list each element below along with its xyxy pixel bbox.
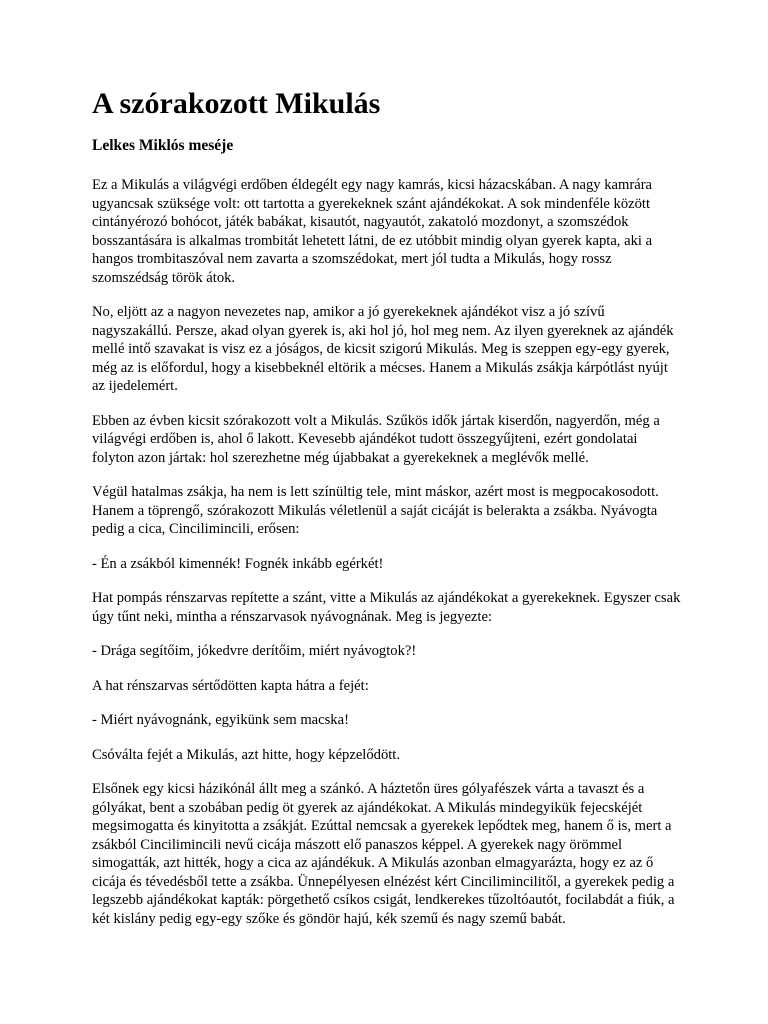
paragraph: Hat pompás rénszarvas repítette a szánt, vitte a Mikulás az ajándékokat a gyerekeknek. Egyszer csak úgy tűnt neki, mintha a rénszarvasok nyávognának. Meg is jegyezte:	[92, 590, 681, 625]
paragraph: Végül hatalmas zsákja, ha nem is lett színültig tele, mint máskor, azért most is megpocakosodott. Hanem a töprengő, szórakozott Mikulás véletlenül a saját cicáját is belerakta a zsákba. Nyávogta pedig a cica, Cincilimincili, erősen:	[92, 484, 659, 537]
paragraph: Ebben az évben kicsit szórakozott volt a Mikulás. Szűkös idők jártak kiserdőn, nagyerdőn, még a világvégi erdőben is, ahol ő lakott. Kevesebb ajándékot tudott összegyűjteni, ezért gondolatai folyton azon jártak: hol szerezhetne még újabbakat a gyerekeknek a meglévők mellé.	[92, 412, 660, 466]
dialogue-line: - Drága segítőim, jókedvre derítőim, miért nyávogtok?!	[92, 643, 417, 659]
dialogue-line: - Miért nyávognánk, egyikünk sem macska!	[92, 712, 349, 728]
dialogue-line: - Én a zsákból kimennék! Fognék inkább egérkét!	[92, 555, 384, 572]
paragraph: Ez a Mikulás a világvégi erdőben éldegélt egy nagy kamrás, kicsi házacskában. A nagy kamrára ugyancsak szüksége volt: ott tartotta a gyerekeknek szánt ajándékokat. A sok mindenféle között cintányérozó bohócot, játék babákat, kisautót, nagyautót, zakatoló mozdonyt, a szomszédok bosszantására is alkalmas trombitát lehetett látni, de ez utóbbit mindig olyan gyerek kapta, aki a hangos trombitaszóval nem zavarta a szomszédokat, mert jól tudta a Mikulás, hogy rossz szomszédság török átok.	[92, 177, 653, 286]
paragraph: Elsőnek egy kicsi házikónál állt meg a szánkó. A háztetőn üres gólyafészek várta a tavaszt és a gólyákat, bent a szobában pedig öt gyerek az ajándékokat. A Mikulás mindegyikük fejecskéjét megsimogatta és kinyitotta a zsákját. Ezúttal nemcsak a gyerekek lepődtek meg, hanem ő is, mert a zsákból Cincilimincili nevű cicája mászott elő panaszos képpel. A gyerekek nagy örömmel simogatták, azt hitték, hogy a cica az ajándékuk. A Mikulás azonban elmagyarázta, hogy ez az ő cicája és tévedésből tette a zsákba. Ünnepélyesen elnézést kért Cincilimincilitől, a gyerekek pedig a legszebb ajándékokat kapták: pörgethető csíkos csigát, lendkerekes tűzoltóautót, focilabdát a fiúk, a két kislány pedig egy-egy szőke és göndör hajú, kék szemű és nagy szemű babát.	[92, 781, 675, 927]
paragraph: A hat rénszarvas sértődötten kapta hátra a fejét:	[92, 677, 369, 694]
paragraph: Csóválta fejét a Mikulás, azt hitte, hogy képzelődött.	[92, 746, 401, 763]
document-title: A szórakozott Mikulás	[92, 87, 381, 120]
document-body	[92, 176, 682, 928]
document-page	[92, 86, 682, 944]
document-subtitle: Lelkes Miklós meséje	[92, 137, 234, 154]
paragraph: No, eljött az a nagyon nevezetes nap, amikor a jó gyerekeknek ajándékot visz a jó szívű nagyszakállú. Persze, akad olyan gyerek is, aki hol jó, hol meg nem. Az ilyen gyereknek az ajándék mellé intő szavakat is visz ez a jóságos, de kicsit szigorú Mikulás. Meg is szeppen egy-egy gyerek, még az is előfordul, hogy a kisebbeknél eltörik a mécses. Hanem a Mikulás zsákja kárpótlást nyújt az ijedelemért.	[92, 304, 674, 394]
